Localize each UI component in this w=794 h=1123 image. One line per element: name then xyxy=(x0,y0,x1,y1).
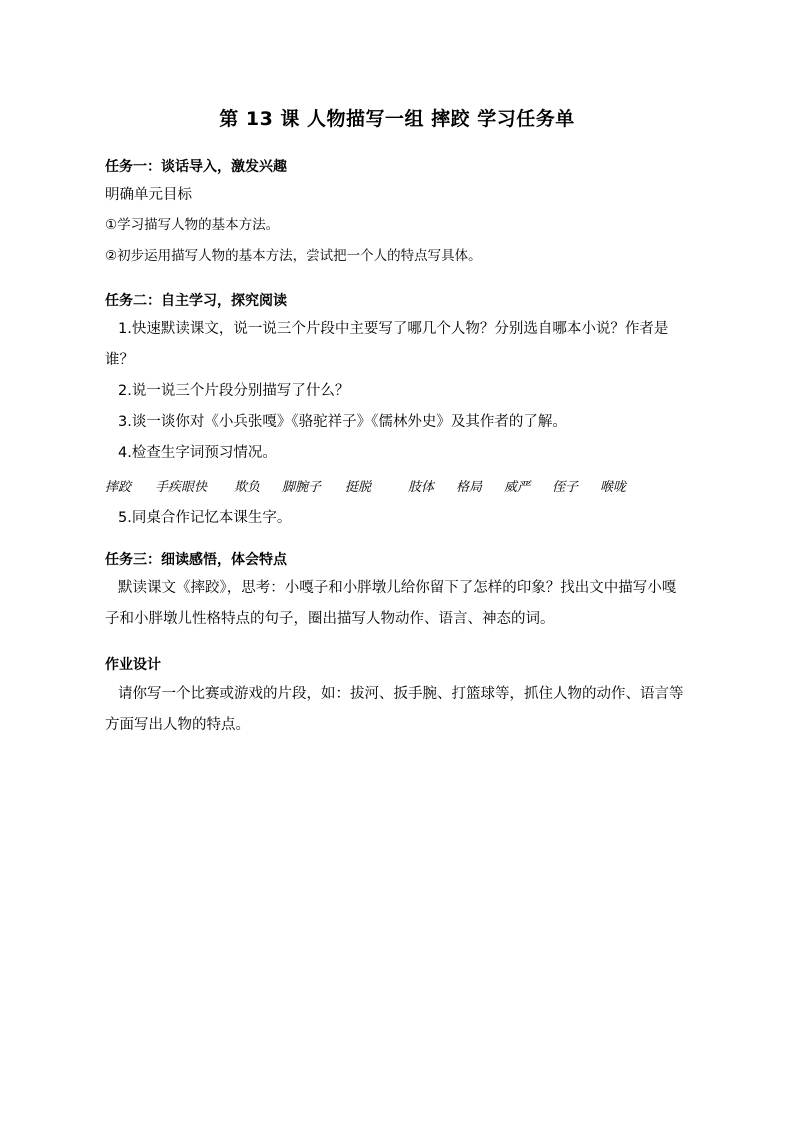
vocab-word: 手疾眼快 xyxy=(155,480,208,495)
vocab-word: 格局 xyxy=(456,480,483,495)
task2-heading: 任务二：自主学习，探究阅读 xyxy=(105,293,287,309)
task1-heading: 任务一：谈话导入，激发兴趣 xyxy=(105,159,287,175)
vocab-word: 侄子 xyxy=(552,480,579,495)
task3-heading: 任务三：细读感悟，体会特点 xyxy=(105,552,287,568)
vocab-word: 脚腕子 xyxy=(282,480,322,495)
task2-item-5: 5.同桌合作记忆本课生字。 xyxy=(118,510,292,526)
task2-item-4: 4.检查生字词预习情况。 xyxy=(118,445,277,461)
vocab-word: 挺脱 xyxy=(345,480,372,495)
task2-item-3: 3.谈一谈你对《小兵张嘎》《骆驼祥子》《儒林外史》及其作者的了解。 xyxy=(118,414,567,430)
vocab-word: 喉咙 xyxy=(600,480,627,495)
homework-heading: 作业设计 xyxy=(105,657,161,673)
vocab-word: 欺负 xyxy=(234,480,261,495)
task3-line-1: 默读课文《摔跤》，思考：小嘎子和小胖墩儿给你留下了怎样的印象？找出文中描写小嘎 xyxy=(118,580,677,596)
task2-item-1: 1.快速默读课文，说一说三个片段中主要写了哪几个人物？分别选自哪本小说？作者是 xyxy=(118,321,669,337)
task1-subheading: 明确单元目标 xyxy=(105,187,192,203)
vocab-word: 肢体 xyxy=(408,480,435,495)
page-title: 第 13 课 人物描写一组 摔跤 学习任务单 xyxy=(219,108,575,130)
homework-line-1: 请你写一个比赛或游戏的片段，如：拔河、扳手腕、打篮球等，抓住人物的动作、语言等 xyxy=(118,686,684,702)
vocab-word: 摔跤 xyxy=(105,480,132,495)
task1-item-2: ②初步运用描写人物的基本方法，尝试把一个人的特点写具体。 xyxy=(105,248,482,264)
task3-line-2: 子和小胖墩儿性格特点的句子，圈出描写人物动作、语言、神态的词。 xyxy=(105,611,555,627)
task2-item-1-cont: 谁？ xyxy=(105,352,134,368)
task2-item-2: 2.说一说三个片段分别描写了什么？ xyxy=(118,383,350,399)
task1-item-1: ①学习描写人物的基本方法。 xyxy=(105,217,280,233)
homework-line-2: 方面写出人物的特点。 xyxy=(105,717,250,733)
vocab-word: 威严 xyxy=(504,480,531,495)
